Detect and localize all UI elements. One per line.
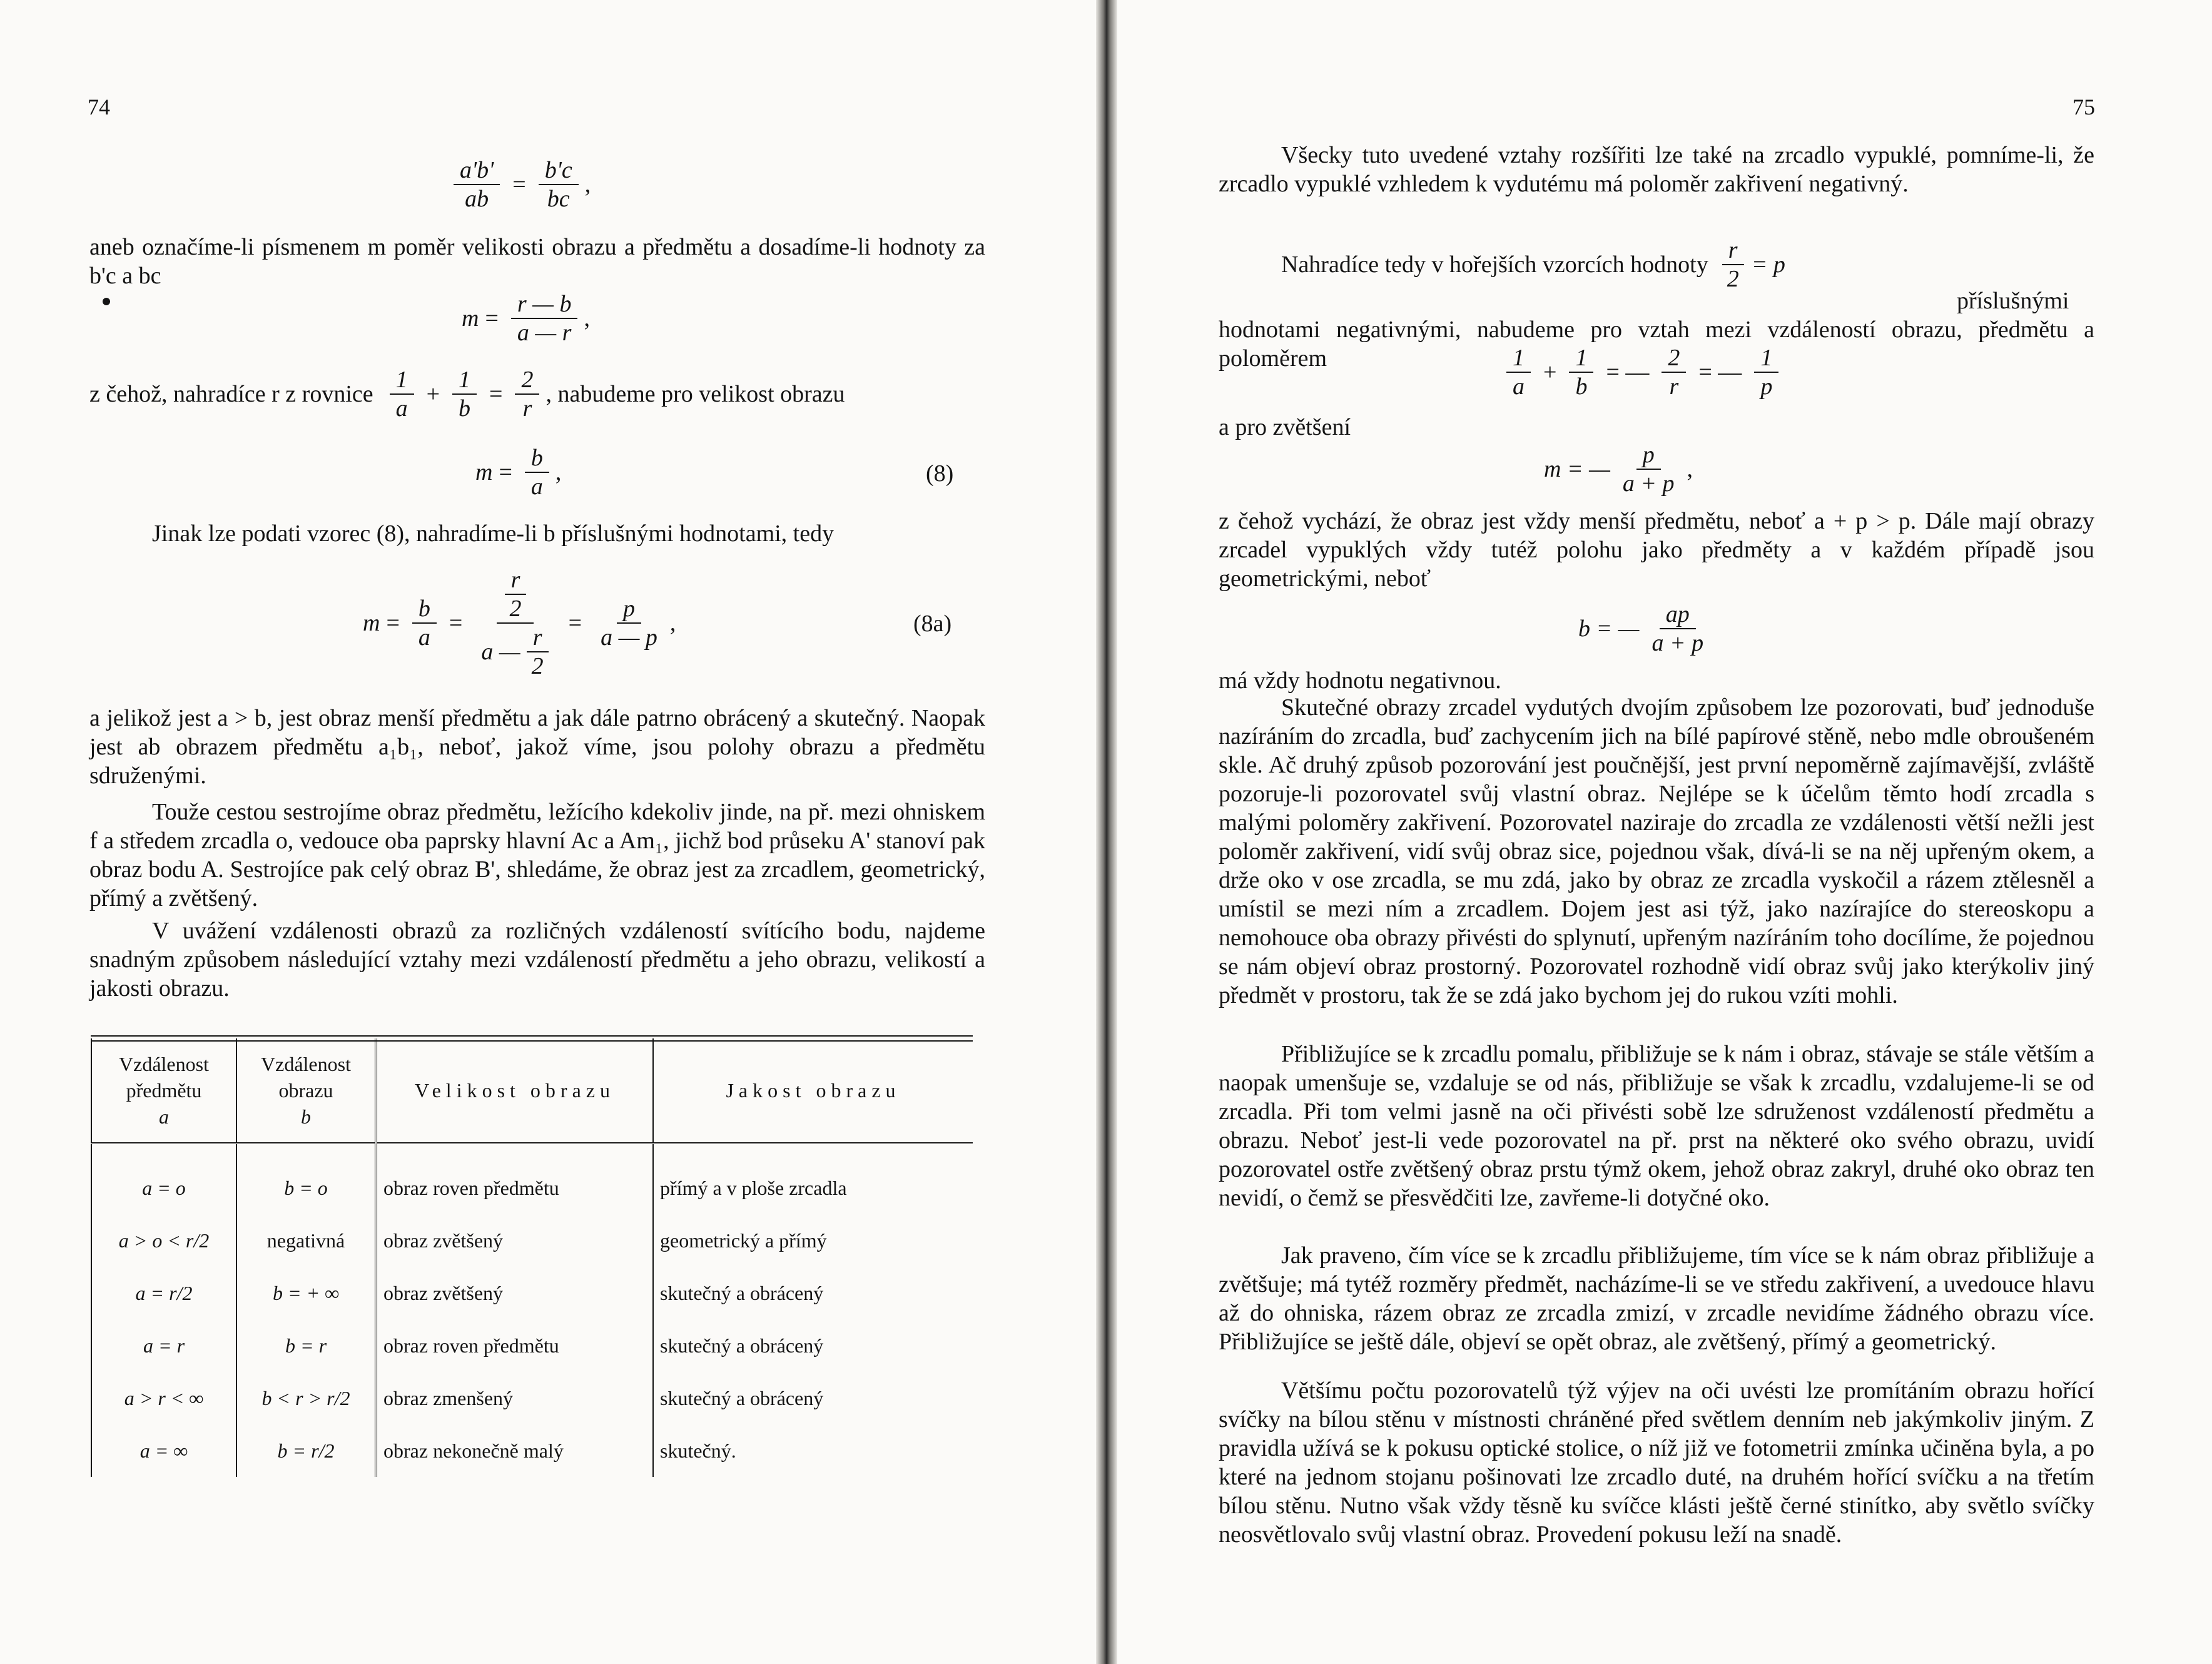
table-header: Vzdálenost obrazu b — [236, 1038, 376, 1144]
page-number-right: 75 — [2072, 94, 2095, 119]
table-row: a > r < ∞ b < r > r/2 obraz zmenšený skutečný a obrácený — [91, 1372, 973, 1424]
fraction: $\frac{a'b'}{ab}$ — [454, 156, 500, 213]
image-object-table — [91, 1038, 973, 1477]
right-page — [1106, 0, 2212, 1664]
paragraph: Všecky tuto uvedené vztahy rozšířiti lze také na zrcadlo vypuklé, pomníme-li, že zrcadlo vypuklé vzhledem k vydutému má poloměr zakřivení negativný. — [1219, 142, 2094, 197]
table-header-row — [91, 1038, 973, 1144]
equation-6: m = — $\frac{p}{a + p}$ , — [1544, 442, 1693, 497]
paragraph: má vždy hodnotu negativnou. — [1219, 667, 1501, 694]
equation-7: b = — $\frac{ap}{a + p}$ — [1578, 601, 1704, 656]
equation-2: m = $\frac{r — b}{a — r}$ , — [462, 291, 590, 346]
paragraph: Většímu počtu pozorovatelů týž výjev na oči uvésti lze promítáním obrazu hořící svíčky na bílou stěnu v místnosti chráněné před světlem denním neb jakýmkoliv jiným. Z pravidla užívá se k pokusu optické stolice, o níž již ve fotometrii zmínka učiněna byla, a po které na jednom stojanu pošinovati lze zrcadlo duté, na druhém hořící svíčku a na třetím bílou stěnu. Nutno však vždy těsně ku svíčce klásti ještě černé stinítko, aby světlo svíčky neosvětlovalo svůj vlastní obraz. Provedení pokusu leží na snadě. — [1219, 1377, 2094, 1548]
fraction: $\frac{r — b}{a — r}$ — [511, 290, 578, 347]
paragraph: Skutečné obrazy zrcadel vydutých dvojím způsobem lze pozorovati, buď jednoduše nazíráním do zrcadla, buď zachycením jich na bílé papírové stěně, nebo mdle obroušeném skle. Ač druhý způsob pozorování jest poučnější, jest první nepoměrně zajímavější, zvláště pozoruje-li pozorovatel svůj vlastní obraz. Nejlépe se k účelům těmto hodí zrcadla s malými poloměry zakřivení. Pozorovatel naziraje do zrcadla ze vzdálenosti větší nežli jest poloměr zakřivení, vidí svůj obraz sice, pojednou však, dívá-li se na něj upřeným okem, a drže oko v ose zrcadla, se mu zdá, jako by obraz ze zrcadla vyskočil a rázem ztělesněl a umístil se mezi ním a zrcadlem. Dojem jest asi týž, jako nazírajíce do stereoskopu a nemohouce oba obrazy přivésti do splynutí, upřeným nazíráním toho docílíme, že pojednou se nám objeví obraz prostorný. Pozorovatel rozhodně vidí obraz svůj jako kterýkoliv jiný předmět v prostoru, tak že se zdá jako bychom jej do rukou vzíti mohli. — [1219, 694, 2094, 1008]
paragraph: a jelikož jest a > b, jest obraz menší předmětu a jak dále patrno obrácený a skutečný. Naopak jest ab obrazem předmětu a₁b₁, neboť, jakož víme, jsou polohy obrazu a předmětu sdruženými. — [89, 705, 985, 789]
table-header: Velikost obrazu — [376, 1038, 653, 1144]
text-with-equation: z čehož, nahradíce r z rovnice $\frac{1}{a}$ + $\frac{1}{b}$ = $\frac{2}{r}$ , nabudeme pro velikost obrazu — [89, 367, 845, 422]
paragraph: Přibližujíce se k zrcadlu pomalu, přibližuje se k nám i obraz, stávaje se stále větším a naopak umenšuje se, vzdaluje se od nás, přibližuje se však k zrcadlu, vzdalujeme-li se od zrcadla. Při tom velmi jasně na oči přivésti sobě lze sdruženost vzdáleností předmětu a obrazu. Neboť jest-li vede pozorovatel na př. prst na některé oko svého obrazu, uvidí pozorovatel ostře zvětšený obraz prstu týmž okem, jehož obraz zakryl, druhé oko obraz ten nevidí, o čemž se přesvědčiti lze, zavřeme-li dotyčné oko. — [1219, 1041, 2094, 1211]
paragraph: a pro zvětšení — [1219, 414, 1351, 440]
table-header: Jakost obrazu — [653, 1038, 973, 1144]
paragraph: aneb označíme-li písmenem m poměr velikosti obrazu a předmětu a dosadíme-li hodnoty za b'c a bc — [89, 234, 985, 289]
paragraph: Jinak lze podati vzorec (8), nahradíme-li b příslušnými hodnotami, tedy — [152, 520, 835, 547]
table-header: Vzdálenost předmětu a — [91, 1038, 236, 1144]
equation-1: $\frac{a'b'}{ab}$ = $\frac{b'c}{bc}$ , — [447, 156, 591, 213]
fraction: $\frac{b'c}{bc}$ — [539, 156, 579, 213]
paragraph: příslušnými hodnotami negativnými, nabudeme pro vztah mezi vzdáleností obrazu, předmětu a poloměrem — [1219, 288, 2094, 372]
table-row: a > o < r/2 negativná obraz zvětšený geometrický a přímý — [91, 1214, 973, 1267]
ink-dot — [103, 298, 110, 305]
paragraph: V uvážení vzdálenosti obrazů za rozličných vzdáleností svítícího bodu, najdeme snadným způsobem následující vztahy mezi vzdáleností předmětu a jeho obrazu, velikostí a jakosti obrazu. — [89, 918, 985, 1002]
page-number-left: 74 — [88, 94, 110, 119]
table-row: a = r b = r obraz roven předmětu skutečný a obrácený — [91, 1319, 973, 1372]
table-row: a = ∞ b = r/2 obraz nekonečně malý skutečný. — [91, 1424, 973, 1477]
text-with-equation: Nahradíce tedy v hořejších vzorcích hodnoty $\frac{r}{2}$ = p — [1281, 237, 1785, 292]
equation-number: (8) — [926, 460, 954, 487]
paragraph: Jak praveno, čím více se k zrcadlu přibližujeme, tím více se k nám obraz přibližuje a zvětšuje; má tytéž rozměry předmět, nacházíme-li se ve středu zakřivení, a uvedouce hlavu až do ohniska, rázem obraz ze zrcadla zmizí, v zrcadle nevidíme žádného obrazu více. Přibližujíce se ještě dále, objeví se opět obraz, ale zvětšený, přímý a geometrický. — [1219, 1242, 2094, 1355]
table-row: a = r/2 b = + ∞ obraz zvětšený skutečný a obrácený — [91, 1267, 973, 1319]
equation-number: (8a) — [913, 611, 952, 637]
equation-4: m = $\frac{b}{a}$ = $\frac{r}{2}$ a — $\frac{r}{2}$ = $\frac{p}{a — p}$ , — [363, 567, 676, 679]
paragraph: Touže cestou sestrojíme obraz předmětu, ležícího kdekoliv jinde, na př. mezi ohniskem f a středem zrcadla o, vedouce oba paprsky hlavní Ac a Am₁, jichž bod průseku A' stanoví pak obraz bodu A. Sestrojíce pak celý obraz B', shledáme, že obraz jest za zrcadlem, geometrický, přímý a zvětšený. — [89, 799, 985, 911]
equation-5: $\frac{1}{a}$ + $\frac{1}{b}$ = — $\frac{2}{r}$ = — $\frac{1}{p}$ — [1500, 344, 1785, 400]
table-row: a = o b = o obraz roven předmětu přímý a v ploše zrcadla — [91, 1144, 973, 1215]
equation-3: m = $\frac{b}{a}$ , — [475, 445, 562, 500]
paragraph: z čehož vychází, že obraz jest vždy menší předmětu, neboť a + p > p. Dále mají obrazy zrcadel vypuklých vždy tutéž polohu jako předměty a v každém případě jsou geometrickými, neboť — [1219, 508, 2094, 592]
